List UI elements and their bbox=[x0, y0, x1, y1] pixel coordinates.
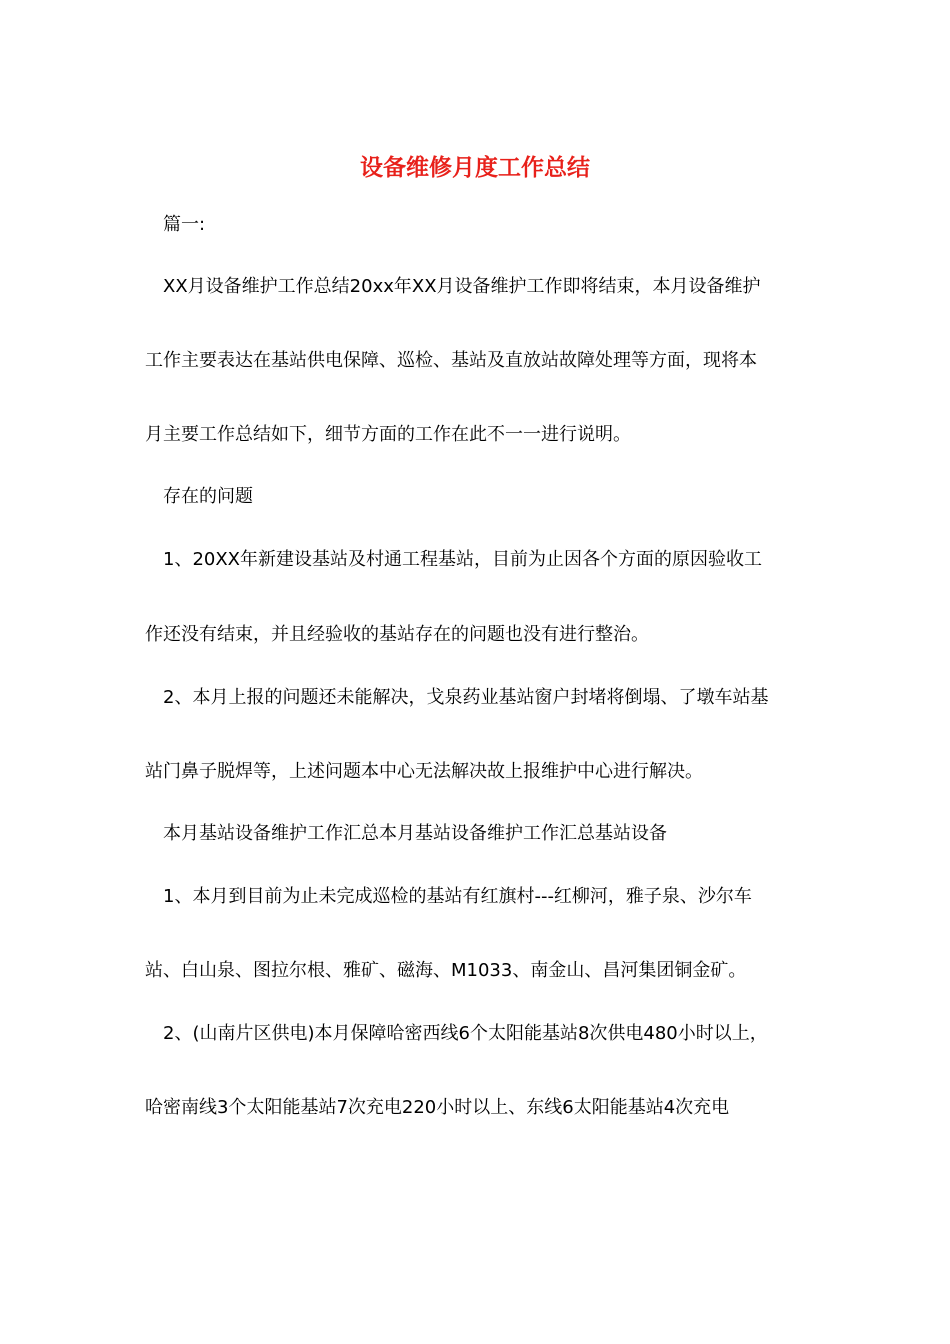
paragraph-line: 作还没有结束，并且经验收的基站存在的问题也没有进行整治。 bbox=[145, 624, 649, 645]
paragraph-line: 1、本月到目前为止未完成巡检的基站有红旗村---红柳河，雅子泉、沙尔车 bbox=[163, 886, 752, 907]
paragraph-line: 站门鼻子脱焊等，上述问题本中心无法解决故上报维护中心进行解决。 bbox=[145, 761, 703, 782]
document-title: 设备维修月度工作总结 bbox=[360, 155, 590, 181]
paragraph-line: 站、白山泉、图拉尔根、雅矿、磁海、M1033、南金山、昌河集团铜金矿。 bbox=[145, 960, 747, 981]
section-heading-problems: 存在的问题 bbox=[163, 486, 253, 507]
section-heading-summary: 本月基站设备维护工作汇总本月基站设备维护工作汇总基站设备 bbox=[163, 823, 667, 844]
paragraph-line: 工作主要表达在基站供电保障、巡检、基站及直放站故障处理等方面，现将本 bbox=[145, 350, 757, 371]
paragraph-line: XX月设备维护工作总结20xx年XX月设备维护工作即将结束，本月设备维护 bbox=[163, 276, 761, 297]
paragraph-line: 2、(山南片区供电)本月保障哈密西线6个太阳能基站8次供电480小时以上， bbox=[163, 1023, 768, 1044]
paragraph-line: 2、本月上报的问题还未能解决，戈泉药业基站窗户封堵将倒塌、了墩车站基 bbox=[163, 687, 769, 708]
section-heading-part-one: 篇一: bbox=[163, 214, 206, 235]
paragraph-line: 1、20XX年新建设基站及村通工程基站，目前为止因各个方面的原因验收工 bbox=[163, 549, 763, 570]
paragraph-line: 月主要工作总结如下，细节方面的工作在此不一一进行说明。 bbox=[145, 424, 631, 445]
paragraph-line: 哈密南线3个太阳能基站7次充电220小时以上、东线6太阳能基站4次充电 bbox=[145, 1097, 730, 1118]
